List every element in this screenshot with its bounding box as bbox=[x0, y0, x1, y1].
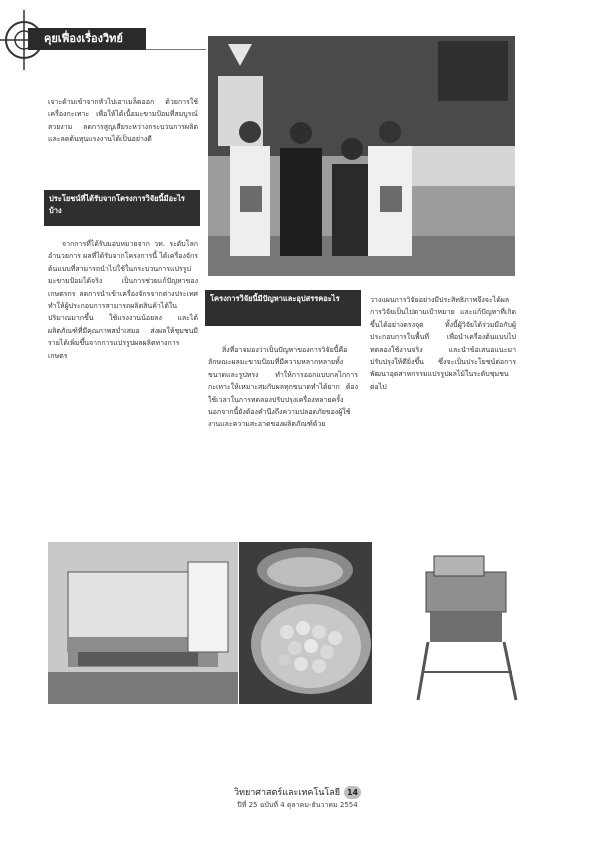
footer-issue-line: ปีที่ 25 ฉบับที่ 4 ตุลาคม-ธันวาคม 2554 bbox=[237, 801, 358, 809]
footer-magazine-title bbox=[0, 785, 595, 799]
header-divider bbox=[146, 49, 206, 50]
machine-photo-right bbox=[404, 542, 534, 704]
machine-photo-left bbox=[48, 542, 238, 704]
magazine-title-text: วิทยาศาสตร์และเทคโนโลยี bbox=[233, 788, 341, 798]
section-heading-problems: โครงการวิจัยนี้มีปัญหาและอุปสรรคอะไร bbox=[205, 290, 361, 326]
column2-body-text: สิ่งที่อาจมองว่าเป็นปัญหาของการวิจัยนี้คือ ลักษณะผลมะขามป้อมที่มีความหลากหลายทั้งขนาดและรูปทรง ทำให้การออกแบบกลไกการกะเทาะให้เหมาะสมกับผลทุกขนาดทำได้ยาก ต้องใช้เวลาในการทดลองปรับปรุงเครื่องหลายครั้ง นอกจากนี้ยังต้องคำนึงถึงความปลอดภัยของผู้ใช้งานและความสะอาดของผลิตภัณฑ์ด้วย bbox=[208, 346, 358, 429]
award-ceremony-illustration bbox=[208, 36, 515, 276]
fruit-bowl-illustration bbox=[239, 542, 372, 704]
page-number-badge: 14 bbox=[344, 786, 361, 799]
section-heading-benefits: ประโยชน์ที่ได้รับจากโครงการวิจัยนี้มีอะไรบ้าง bbox=[44, 190, 200, 226]
section-header-title: คุยเฟื่องเรื่องวิทย์ bbox=[44, 32, 123, 45]
machine-illustration-left bbox=[48, 542, 238, 704]
award-ceremony-photo bbox=[208, 36, 515, 276]
column1-body-text: จากการที่ได้รับมอบหมายจาก วท. ระดับโลกอำนวยการ ผลที่ได้รับจากโครงการนี้ ได้เครื่องจักรต้นแบบที่สามารถนำไปใช้ในกระบวนการแปรรูปมะขามป้อมได้จริง เป็นการช่วยแก้ปัญหาของเกษตรกร ลดการนำเข้าเครื่องจักรจากต่างประเทศ ทำให้ผู้ประกอบการสามารถผลิตสินค้าได้ในปริมาณมากขึ้น ใช้แรงงานน้อยลง และได้ผลิตภัณฑ์ที่มีคุณภาพสม่ำเสมอ ส่งผลให้ชุมชนมีรายได้เพิ่มขึ้นจากการแปรรูปผลผลิตทางการเกษตร bbox=[48, 240, 198, 360]
column1-intro-text: เจาะด้ามเข้าจากหัวไปเอาเมล็ดออก ด้วยการใช้เครื่องกะเทาะ เพื่อให้ได้เนื้อมะขามป้อมที่สมบูรณ์ สวยงาม ลดการสูญเสียระหว่างกระบวนการผลิต และลดต้นทุนแรงงานได้เป็นอย่างดี bbox=[48, 98, 198, 144]
gooseberry-fruit-photo bbox=[239, 542, 372, 704]
machine-illustration-right bbox=[404, 542, 534, 704]
column3-body-text: วางแผนการวิจัยอย่างมีประสิทธิภาพจึงจะได้ผลการวิจัยเป็นไปตามเป้าหมาย และแก้ปัญหาที่เกิดขึ้นได้อย่างตรงจุด ทั้งนี้ผู้วิจัยได้ร่วมมือกับผู้ประกอบการในพื้นที่ เพื่อนำเครื่องต้นแบบไปทดลองใช้งานจริง และนำข้อเสนอแนะมาปรับปรุงให้ดียิ่งขึ้น ซึ่งจะเป็นประโยชน์ต่อการพัฒนาอุตสาหกรรมแปรรูปผลไม้ในระดับชุมชนต่อไป bbox=[370, 296, 516, 391]
